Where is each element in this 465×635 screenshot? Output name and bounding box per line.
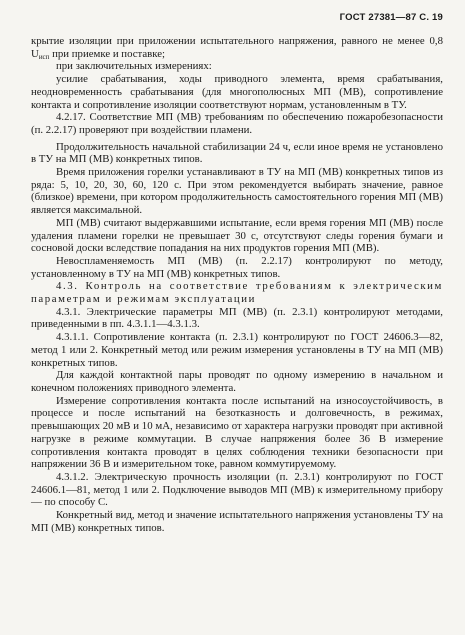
document-body bbox=[31, 35, 443, 534]
page-header: ГОСТ 27381—87 С. 19 bbox=[339, 12, 443, 23]
paragraph: Для каждой контактной пары проводят по одному измерению в начальном и конечном положениях приводного элемента. bbox=[31, 369, 443, 394]
paragraph: при заключительных измерениях: bbox=[56, 60, 212, 73]
paragraph: 4.2.17. Соответствие МП (МВ) требованиям по обеспечению пожаробезопасности (п. 2.2.17) проверяют при воздействии пламени. bbox=[31, 111, 443, 136]
paragraph: Продолжительность начальной стабилизации 24 ч, если иное время не установлено в ТУ на МП (МВ) конкретных типов. bbox=[31, 140, 443, 166]
paragraph: Невоспламеняемость МП (МВ) (п. 2.2.17) контролируют по методу, установленному в ТУ на МП (МВ) конкретных типов. bbox=[31, 254, 443, 280]
subscript: исп bbox=[38, 52, 50, 61]
paragraph: 4.3.1. Электрические параметры МП (МВ) (п. 2.3.1) контролируют методами, приведенными в пп. 4.3.1.1—4.3.1.3. bbox=[31, 305, 443, 331]
paragraph: Измерение сопротивления контакта после испытаний на износоустойчивость, в процессе и после испытаний на безотказность и долговечность, в режимах, превышающих 20 мВ и 10 мА, независимо от характера нагрузки проводят при активной нагрузке в режиме коммутации. В случае напряжения более 36 В измерение сопротивления контакта проводят в целях соблюдения техники безопасности при напряжении 36 В и измерительном токе, равном коммутируемому. bbox=[31, 394, 443, 471]
paragraph-tail: при приемке и поставке; bbox=[49, 47, 166, 60]
paragraph-text: крытие изоляции при приложении испытательного напряжения, равного не менее 0,8 U bbox=[31, 35, 443, 60]
paragraph: усилие срабатывания, ходы приводного элемента, время срабатывания, неодновременность срабатывания (для многополюсных МП (МВ), сопротивление контакта и сопротивление изоляции соответствуют нормам, установленным в ТУ. bbox=[31, 73, 443, 111]
paragraph: 4.3.1.2. Электрическую прочность изоляции (п. 2.3.1) контролируют по ГОСТ 24606.1—81, метод 1 или 2. Подключение выводов МП (МВ) к измерительному прибору — по способу С. bbox=[31, 470, 443, 509]
paragraph bbox=[31, 35, 443, 60]
paragraph: Конкретный вид, метод и значение испытательного напряжения установлены ТУ на МП (МВ) конкретных типов. bbox=[31, 509, 443, 534]
section-heading: 4.3. Контроль на соответствие требованиям к электрическим параметрам и режимам эксплуатации bbox=[31, 280, 443, 306]
paragraph: МП (МВ) считают выдержавшими испытание, если время горения МП (МВ) после удаления пламени горелки не превышает 30 с, отсутствуют следы горения бумаги и сосновой доски вследствие попадания на них продуктов горения МП (МВ). bbox=[31, 216, 443, 255]
paragraph: 4.3.1.1. Сопротивление контакта (п. 2.3.1) контролируют по ГОСТ 24606.3—82, метод 1 или 2. Конкретный метод или режим измерения установлены в ТУ на МП (МВ) конкретных типов. bbox=[31, 331, 443, 369]
paragraph: Время приложения горелки устанавливают в ТУ на МП (МВ) конкретных типов из ряда: 5, 10, 20, 30, 60, 120 с. При этом рекомендуется выбирать значение, равное (близкое) времени, при котором продолжительность самостоятельного горения МП (МВ) является максимальной. bbox=[31, 166, 443, 217]
